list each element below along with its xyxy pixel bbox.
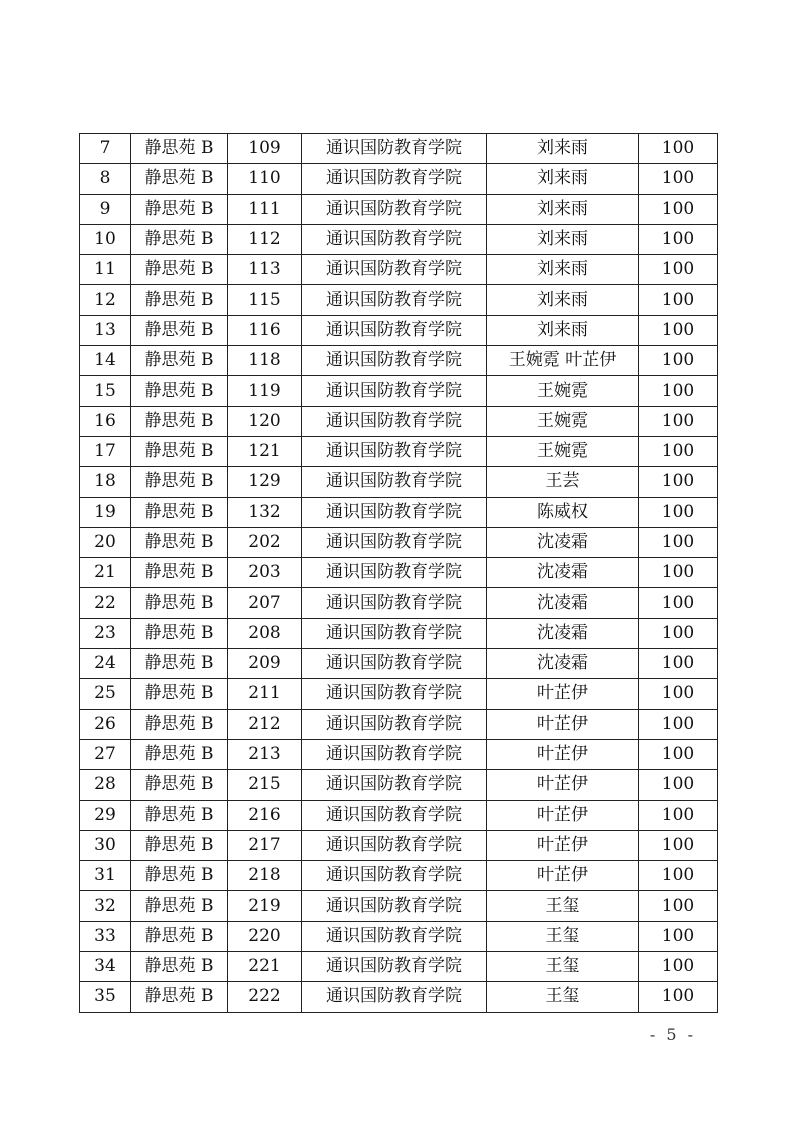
table-row xyxy=(80,346,718,376)
building-cell: 静思苑 B xyxy=(131,739,228,769)
room-number-cell: 113 xyxy=(228,255,302,285)
inspector-name-cell: 刘来雨 xyxy=(487,285,639,315)
dormitory-score-table xyxy=(79,133,718,1013)
score-cell: 100 xyxy=(639,770,718,800)
score-cell: 100 xyxy=(639,527,718,557)
row-number-cell: 12 xyxy=(80,285,131,315)
college-cell: 通识国防教育学院 xyxy=(302,467,487,497)
building-cell: 静思苑 B xyxy=(131,861,228,891)
room-number-cell: 209 xyxy=(228,649,302,679)
building-cell: 静思苑 B xyxy=(131,194,228,224)
table-row xyxy=(80,982,718,1012)
inspector-name-cell: 王婉霓 xyxy=(487,376,639,406)
inspector-name-cell: 王芸 xyxy=(487,467,639,497)
building-cell: 静思苑 B xyxy=(131,376,228,406)
row-number-cell: 22 xyxy=(80,588,131,618)
college-cell: 通识国防教育学院 xyxy=(302,921,487,951)
college-cell: 通识国防教育学院 xyxy=(302,952,487,982)
building-cell: 静思苑 B xyxy=(131,164,228,194)
table-body xyxy=(80,134,718,1013)
table-row xyxy=(80,315,718,345)
room-number-cell: 220 xyxy=(228,921,302,951)
score-cell: 100 xyxy=(639,588,718,618)
building-cell: 静思苑 B xyxy=(131,436,228,466)
college-cell: 通识国防教育学院 xyxy=(302,255,487,285)
row-number-cell: 23 xyxy=(80,618,131,648)
building-cell: 静思苑 B xyxy=(131,800,228,830)
college-cell: 通识国防教育学院 xyxy=(302,679,487,709)
row-number-cell: 33 xyxy=(80,921,131,951)
table-row xyxy=(80,164,718,194)
college-cell: 通识国防教育学院 xyxy=(302,194,487,224)
room-number-cell: 213 xyxy=(228,739,302,769)
table-row xyxy=(80,891,718,921)
score-cell: 100 xyxy=(639,467,718,497)
table-row xyxy=(80,467,718,497)
table-row xyxy=(80,497,718,527)
building-cell: 静思苑 B xyxy=(131,649,228,679)
inspector-name-cell: 叶芷伊 xyxy=(487,800,639,830)
room-number-cell: 119 xyxy=(228,376,302,406)
room-number-cell: 212 xyxy=(228,709,302,739)
score-cell: 100 xyxy=(639,891,718,921)
room-number-cell: 109 xyxy=(228,134,302,164)
building-cell: 静思苑 B xyxy=(131,921,228,951)
score-cell: 100 xyxy=(639,255,718,285)
row-number-cell: 34 xyxy=(80,952,131,982)
inspector-name-cell: 刘来雨 xyxy=(487,255,639,285)
building-cell: 静思苑 B xyxy=(131,709,228,739)
row-number-cell: 32 xyxy=(80,891,131,921)
college-cell: 通识国防教育学院 xyxy=(302,315,487,345)
inspector-name-cell: 王玺 xyxy=(487,921,639,951)
room-number-cell: 208 xyxy=(228,618,302,648)
building-cell: 静思苑 B xyxy=(131,224,228,254)
inspector-name-cell: 刘来雨 xyxy=(487,134,639,164)
college-cell: 通识国防教育学院 xyxy=(302,285,487,315)
room-number-cell: 116 xyxy=(228,315,302,345)
college-cell: 通识国防教育学院 xyxy=(302,891,487,921)
room-number-cell: 110 xyxy=(228,164,302,194)
table-row xyxy=(80,255,718,285)
row-number-cell: 31 xyxy=(80,861,131,891)
table-row xyxy=(80,588,718,618)
row-number-cell: 29 xyxy=(80,800,131,830)
inspector-name-cell: 王婉霓 xyxy=(487,406,639,436)
table-row xyxy=(80,436,718,466)
score-cell: 100 xyxy=(639,679,718,709)
room-number-cell: 121 xyxy=(228,436,302,466)
inspector-name-cell: 叶芷伊 xyxy=(487,830,639,860)
row-number-cell: 11 xyxy=(80,255,131,285)
table-row xyxy=(80,679,718,709)
college-cell: 通识国防教育学院 xyxy=(302,558,487,588)
score-cell: 100 xyxy=(639,194,718,224)
row-number-cell: 27 xyxy=(80,739,131,769)
row-number-cell: 17 xyxy=(80,436,131,466)
inspector-name-cell: 王玺 xyxy=(487,952,639,982)
score-cell: 100 xyxy=(639,376,718,406)
table-row xyxy=(80,952,718,982)
table-row xyxy=(80,709,718,739)
room-number-cell: 221 xyxy=(228,952,302,982)
row-number-cell: 15 xyxy=(80,376,131,406)
score-cell: 100 xyxy=(639,709,718,739)
college-cell: 通识国防教育学院 xyxy=(302,436,487,466)
row-number-cell: 20 xyxy=(80,527,131,557)
college-cell: 通识国防教育学院 xyxy=(302,134,487,164)
score-cell: 100 xyxy=(639,982,718,1012)
inspector-name-cell: 叶芷伊 xyxy=(487,861,639,891)
college-cell: 通识国防教育学院 xyxy=(302,497,487,527)
table-row xyxy=(80,770,718,800)
inspector-name-cell: 叶芷伊 xyxy=(487,679,639,709)
college-cell: 通识国防教育学院 xyxy=(302,739,487,769)
room-number-cell: 112 xyxy=(228,224,302,254)
building-cell: 静思苑 B xyxy=(131,497,228,527)
inspector-name-cell: 王玺 xyxy=(487,982,639,1012)
room-number-cell: 115 xyxy=(228,285,302,315)
table-row xyxy=(80,618,718,648)
building-cell: 静思苑 B xyxy=(131,285,228,315)
row-number-cell: 21 xyxy=(80,558,131,588)
page-number: - 5 - xyxy=(649,1025,696,1044)
room-number-cell: 202 xyxy=(228,527,302,557)
building-cell: 静思苑 B xyxy=(131,315,228,345)
room-number-cell: 222 xyxy=(228,982,302,1012)
college-cell: 通识国防教育学院 xyxy=(302,618,487,648)
inspector-name-cell: 沈凌霜 xyxy=(487,588,639,618)
room-number-cell: 218 xyxy=(228,861,302,891)
score-cell: 100 xyxy=(639,800,718,830)
inspector-name-cell: 刘来雨 xyxy=(487,194,639,224)
building-cell: 静思苑 B xyxy=(131,679,228,709)
college-cell: 通识国防教育学院 xyxy=(302,224,487,254)
row-number-cell: 10 xyxy=(80,224,131,254)
building-cell: 静思苑 B xyxy=(131,406,228,436)
score-cell: 100 xyxy=(639,436,718,466)
college-cell: 通识国防教育学院 xyxy=(302,770,487,800)
building-cell: 静思苑 B xyxy=(131,346,228,376)
inspector-name-cell: 王婉霓 xyxy=(487,436,639,466)
score-cell: 100 xyxy=(639,224,718,254)
building-cell: 静思苑 B xyxy=(131,618,228,648)
row-number-cell: 9 xyxy=(80,194,131,224)
inspector-name-cell: 叶芷伊 xyxy=(487,739,639,769)
row-number-cell: 35 xyxy=(80,982,131,1012)
inspector-name-cell: 沈凌霜 xyxy=(487,558,639,588)
building-cell: 静思苑 B xyxy=(131,830,228,860)
score-cell: 100 xyxy=(639,830,718,860)
table-row xyxy=(80,800,718,830)
table-row xyxy=(80,406,718,436)
table-row xyxy=(80,861,718,891)
college-cell: 通识国防教育学院 xyxy=(302,800,487,830)
college-cell: 通识国防教育学院 xyxy=(302,649,487,679)
room-number-cell: 132 xyxy=(228,497,302,527)
score-cell: 100 xyxy=(639,558,718,588)
building-cell: 静思苑 B xyxy=(131,255,228,285)
college-cell: 通识国防教育学院 xyxy=(302,376,487,406)
row-number-cell: 25 xyxy=(80,679,131,709)
table-row xyxy=(80,739,718,769)
building-cell: 静思苑 B xyxy=(131,891,228,921)
table-row xyxy=(80,558,718,588)
score-cell: 100 xyxy=(639,285,718,315)
table-row xyxy=(80,649,718,679)
building-cell: 静思苑 B xyxy=(131,134,228,164)
inspector-name-cell: 叶芷伊 xyxy=(487,709,639,739)
room-number-cell: 215 xyxy=(228,770,302,800)
table-row xyxy=(80,527,718,557)
row-number-cell: 7 xyxy=(80,134,131,164)
score-cell: 100 xyxy=(639,921,718,951)
room-number-cell: 120 xyxy=(228,406,302,436)
score-cell: 100 xyxy=(639,952,718,982)
score-cell: 100 xyxy=(639,618,718,648)
inspector-name-cell: 沈凌霜 xyxy=(487,618,639,648)
building-cell: 静思苑 B xyxy=(131,770,228,800)
table-row xyxy=(80,224,718,254)
room-number-cell: 211 xyxy=(228,679,302,709)
college-cell: 通识国防教育学院 xyxy=(302,982,487,1012)
room-number-cell: 219 xyxy=(228,891,302,921)
room-number-cell: 129 xyxy=(228,467,302,497)
score-cell: 100 xyxy=(639,315,718,345)
inspector-name-cell: 沈凌霜 xyxy=(487,649,639,679)
score-cell: 100 xyxy=(639,164,718,194)
table-row xyxy=(80,921,718,951)
score-cell: 100 xyxy=(639,739,718,769)
row-number-cell: 30 xyxy=(80,830,131,860)
row-number-cell: 28 xyxy=(80,770,131,800)
inspector-name-cell: 陈威权 xyxy=(487,497,639,527)
inspector-name-cell: 刘来雨 xyxy=(487,164,639,194)
college-cell: 通识国防教育学院 xyxy=(302,709,487,739)
room-number-cell: 207 xyxy=(228,588,302,618)
score-cell: 100 xyxy=(639,134,718,164)
inspector-name-cell: 刘来雨 xyxy=(487,224,639,254)
score-cell: 100 xyxy=(639,861,718,891)
inspector-name-cell: 刘来雨 xyxy=(487,315,639,345)
row-number-cell: 14 xyxy=(80,346,131,376)
row-number-cell: 8 xyxy=(80,164,131,194)
score-cell: 100 xyxy=(639,346,718,376)
college-cell: 通识国防教育学院 xyxy=(302,588,487,618)
building-cell: 静思苑 B xyxy=(131,467,228,497)
room-number-cell: 217 xyxy=(228,830,302,860)
inspector-name-cell: 王玺 xyxy=(487,891,639,921)
table-row xyxy=(80,376,718,406)
college-cell: 通识国防教育学院 xyxy=(302,164,487,194)
score-cell: 100 xyxy=(639,649,718,679)
building-cell: 静思苑 B xyxy=(131,527,228,557)
college-cell: 通识国防教育学院 xyxy=(302,406,487,436)
college-cell: 通识国防教育学院 xyxy=(302,830,487,860)
row-number-cell: 13 xyxy=(80,315,131,345)
inspector-name-cell: 王婉霓 叶芷伊 xyxy=(487,346,639,376)
room-number-cell: 203 xyxy=(228,558,302,588)
row-number-cell: 18 xyxy=(80,467,131,497)
table-row xyxy=(80,194,718,224)
building-cell: 静思苑 B xyxy=(131,982,228,1012)
inspector-name-cell: 叶芷伊 xyxy=(487,770,639,800)
building-cell: 静思苑 B xyxy=(131,952,228,982)
table-row xyxy=(80,830,718,860)
table-row xyxy=(80,134,718,164)
room-number-cell: 118 xyxy=(228,346,302,376)
college-cell: 通识国防教育学院 xyxy=(302,527,487,557)
table-row xyxy=(80,285,718,315)
room-number-cell: 216 xyxy=(228,800,302,830)
inspector-name-cell: 沈凌霜 xyxy=(487,527,639,557)
row-number-cell: 26 xyxy=(80,709,131,739)
room-number-cell: 111 xyxy=(228,194,302,224)
row-number-cell: 16 xyxy=(80,406,131,436)
score-cell: 100 xyxy=(639,497,718,527)
college-cell: 通识国防教育学院 xyxy=(302,346,487,376)
building-cell: 静思苑 B xyxy=(131,558,228,588)
row-number-cell: 24 xyxy=(80,649,131,679)
score-cell: 100 xyxy=(639,406,718,436)
college-cell: 通识国防教育学院 xyxy=(302,861,487,891)
building-cell: 静思苑 B xyxy=(131,588,228,618)
row-number-cell: 19 xyxy=(80,497,131,527)
